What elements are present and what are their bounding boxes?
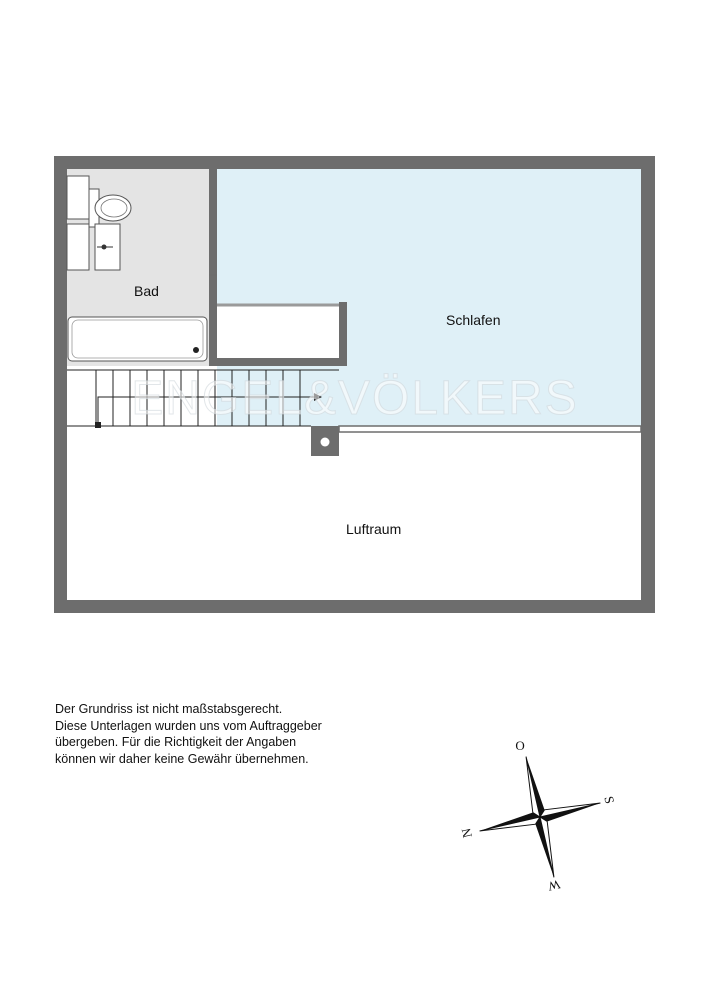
disclaimer-line: Der Grundriss ist nicht maßstabsgerecht. <box>55 702 283 716</box>
disclaimer-text <box>55 701 375 767</box>
stair-start-marker <box>95 422 101 428</box>
compass-east-label: O <box>515 738 525 753</box>
stair-well-wall-left <box>209 300 217 366</box>
stair-well-wall-right <box>339 302 347 366</box>
disclaimer-line: können wir daher keine Gewähr übernehmen. <box>55 751 309 766</box>
stair-well <box>217 305 339 363</box>
stair-well-wall-bottom <box>209 358 347 366</box>
compass-west-label: W <box>546 876 562 895</box>
gallery-railing <box>339 426 641 432</box>
bathtub-drain <box>193 347 199 353</box>
watermark: ENGEL&VÖLKERS <box>131 372 579 425</box>
column-drain <box>321 438 330 447</box>
compass-south-label: S <box>601 794 618 806</box>
compass-rose <box>458 738 618 894</box>
wall-bad-schlafen-lower <box>209 278 217 302</box>
room-label-schlafen: Schlafen <box>446 312 501 328</box>
compass-north-label: N <box>458 826 475 840</box>
bathtub-inner <box>72 320 203 358</box>
wc-seat <box>101 199 127 217</box>
wc-cistern <box>67 176 89 219</box>
disclaimer-line: Diese Unterlagen wurden uns vom Auftraggeber <box>55 718 322 733</box>
sink-cabinet <box>67 224 89 270</box>
wall-bad-schlafen <box>209 169 217 251</box>
disclaimer-line: übergeben. Für die Richtigkeit der Angaben <box>55 735 297 749</box>
room-label-luftraum: Luftraum <box>346 521 402 537</box>
sink-drain <box>102 245 107 250</box>
room-label-bad: Bad <box>134 283 159 299</box>
